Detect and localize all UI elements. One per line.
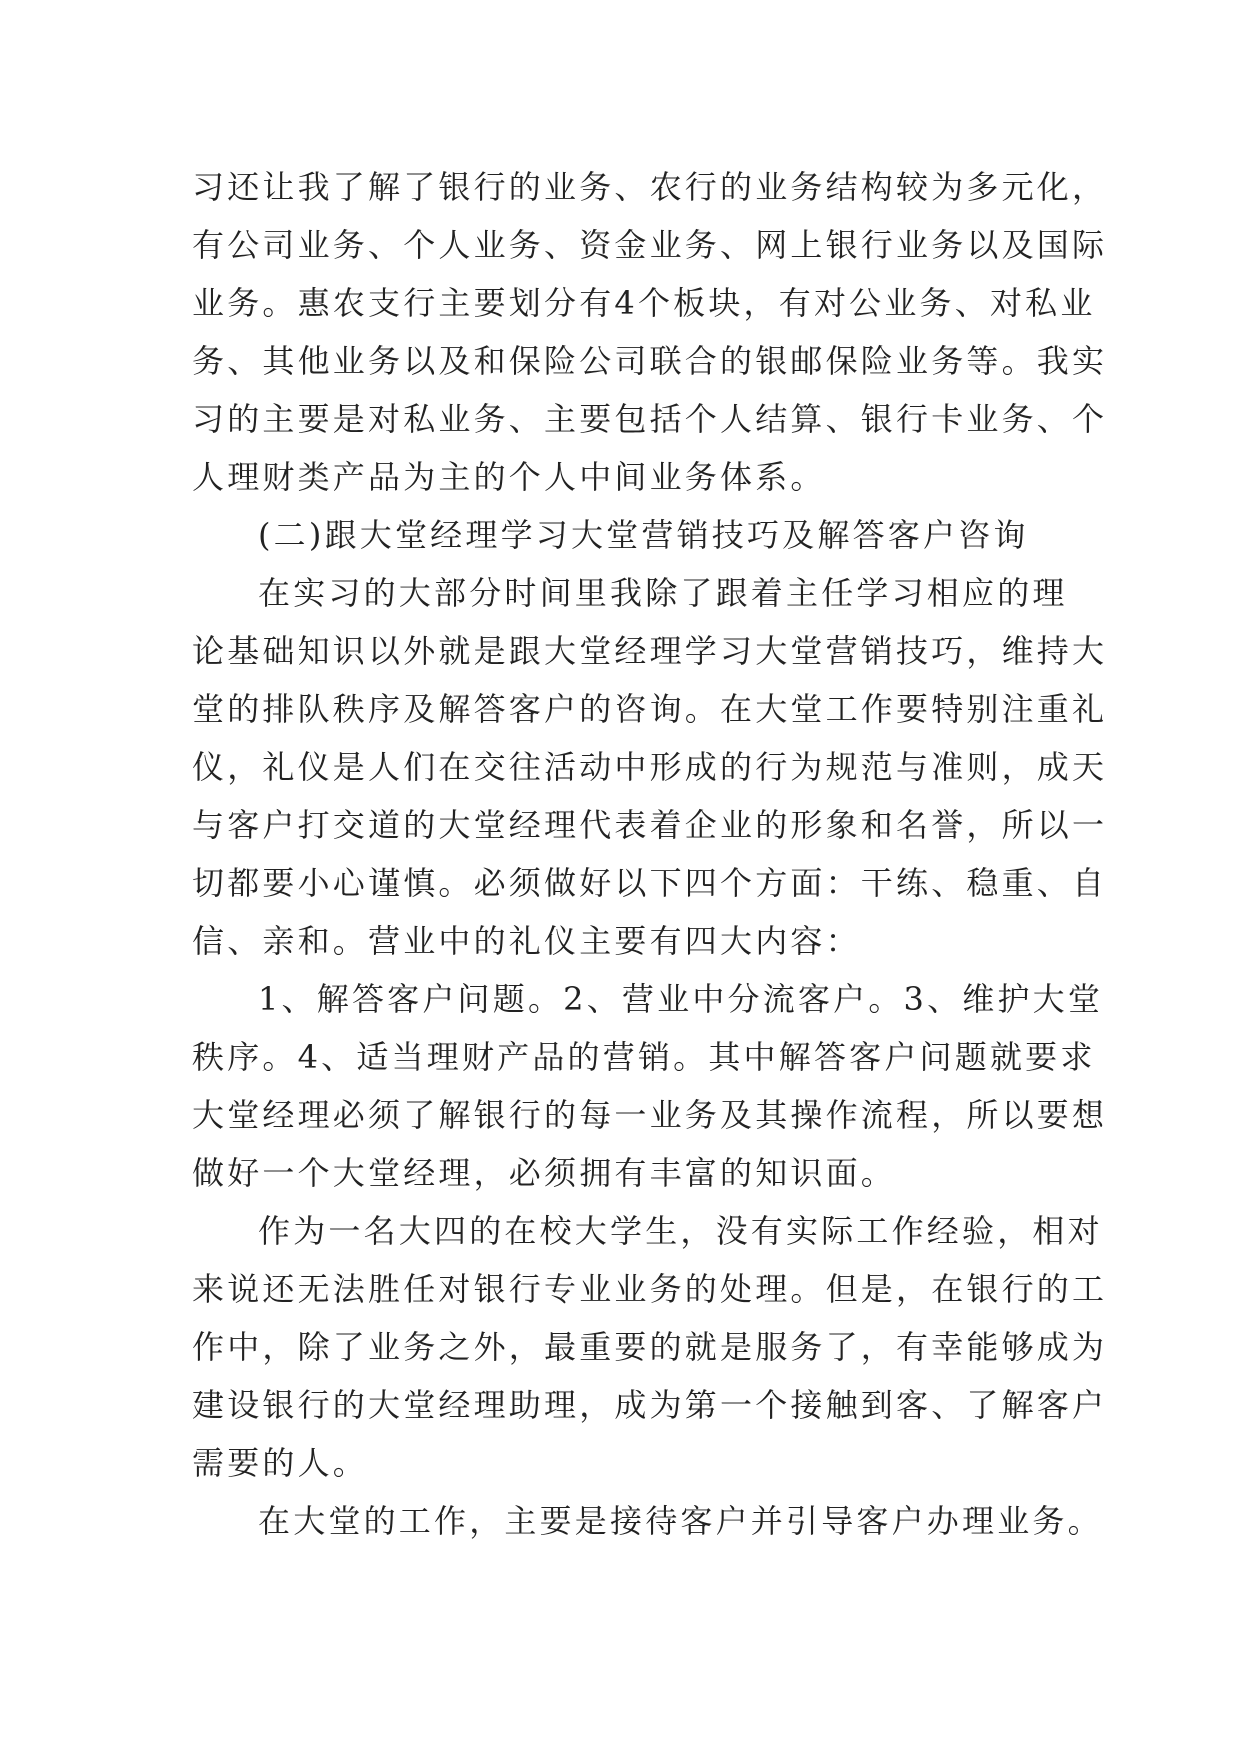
text-line: 做好一个大堂经理，必须拥有丰富的知识面。 [192, 1154, 897, 1192]
text-line: 有公司业务、个人业务、资金业务、网上银行业务以及国际 [192, 226, 1108, 264]
document-body [192, 158, 1108, 1550]
text-line: 需要的人。 [192, 1444, 369, 1482]
text-line: 切都要小心谨慎。必须做好以下四个方面：干练、稳重、自 [192, 864, 1108, 902]
text-line: 建设银行的大堂经理助理，成为第一个接触到客、了解客户 [192, 1386, 1108, 1424]
text-line: 仪，礼仪是人们在交往活动中形成的行为规范与准则，成天 [192, 748, 1108, 786]
text-line: 习的主要是对私业务、主要包括个人结算、银行卡业务、个 [192, 400, 1108, 438]
text-line: 人理财类产品为主的个人中间业务体系。 [192, 458, 826, 496]
text-line: 业务。惠农支行主要划分有4个板块，有对公业务、对私业 [192, 284, 1096, 322]
text-line: 信、亲和。营业中的礼仪主要有四大内容： [192, 922, 861, 960]
text-line: 秩序。4、适当理财产品的营销。其中解答客户问题就要求 [192, 1038, 1096, 1076]
text-line: 1、解答客户问题。2、营业中分流客户。3、维护大堂 [258, 980, 1104, 1018]
text-line: 来说还无法胜任对银行专业业务的处理。但是，在银行的工 [192, 1270, 1108, 1308]
text-line: 务、其他业务以及和保险公司联合的银邮保险业务等。我实 [192, 342, 1108, 380]
text-line: 作为一名大四的在校大学生，没有实际工作经验，相对 [258, 1212, 1103, 1250]
text-line: 堂的排队秩序及解答客户的咨询。在大堂工作要特别注重礼 [192, 690, 1108, 728]
text-line: 与客户打交道的大堂经理代表着企业的形象和名誉，所以一 [192, 806, 1108, 844]
text-line: 习还让我了解了银行的业务、农行的业务结构较为多元化， [192, 168, 1108, 206]
section-heading: (二)跟大堂经理学习大堂营销技巧及解答客户咨询 [258, 516, 1029, 554]
text-line: 作中，除了业务之外，最重要的就是服务了，有幸能够成为 [192, 1328, 1108, 1366]
text-line: 在大堂的工作，主要是接待客户并引导客户办理业务。 [258, 1502, 1103, 1540]
text-line: 大堂经理必须了解银行的每一业务及其操作流程，所以要想 [192, 1096, 1108, 1134]
text-line: 在实习的大部分时间里我除了跟着主任学习相应的理 [258, 574, 1068, 612]
text-line: 论基础知识以外就是跟大堂经理学习大堂营销技巧，维持大 [192, 632, 1108, 670]
